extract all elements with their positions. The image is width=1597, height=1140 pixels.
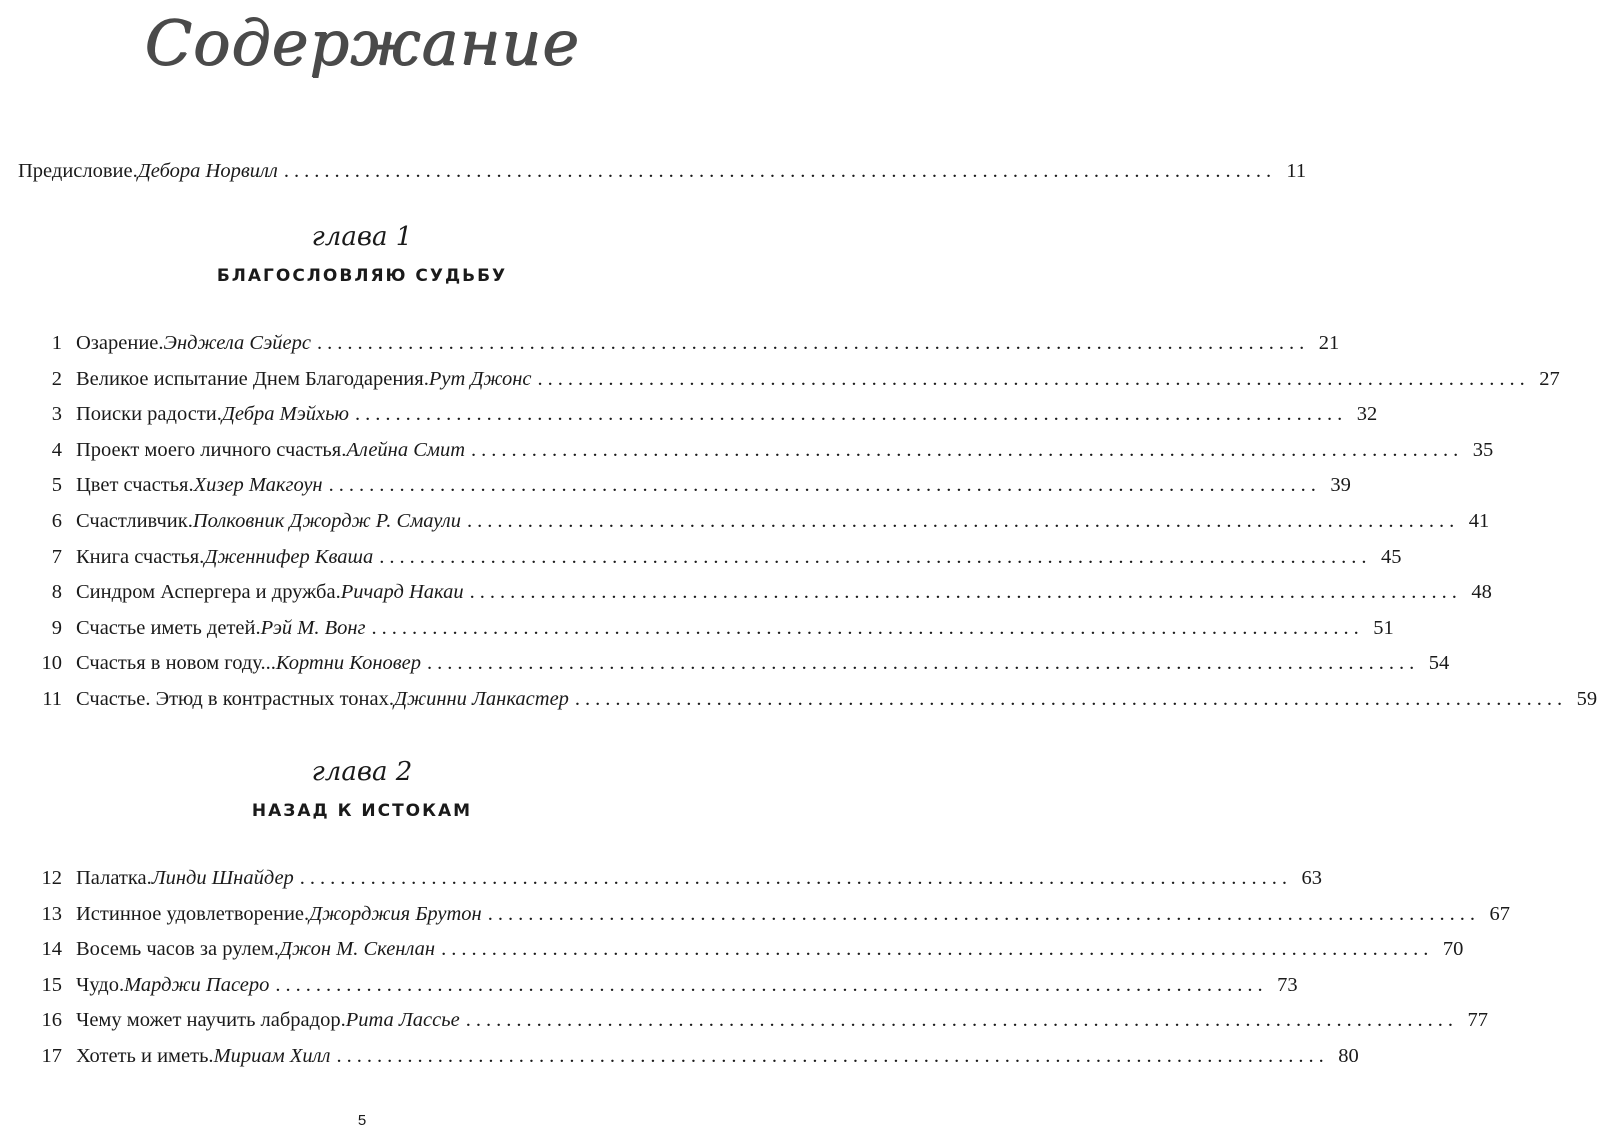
dot-leader: .................................................................................................. bbox=[299, 867, 1293, 889]
entry-number: 2 bbox=[51, 367, 62, 390]
entry-title: Чудо. bbox=[76, 973, 125, 996]
entry-number: 14 bbox=[41, 938, 62, 961]
entry-title: Хотеть и иметь. bbox=[76, 1045, 214, 1067]
dot-leader: .................................................................................................. bbox=[441, 938, 1434, 961]
page-number: 5 bbox=[357, 1112, 367, 1129]
toc-entry[interactable] bbox=[18, 434, 1494, 466]
entry-number: 5 bbox=[51, 474, 62, 497]
dot-leader: .................................................................................................. bbox=[328, 474, 1321, 497]
entry-page: 80 bbox=[1338, 1045, 1359, 1067]
entry-number: 3 bbox=[51, 403, 62, 426]
entry-author: Джорджия Брутон bbox=[309, 902, 482, 925]
entry-number: 16 bbox=[41, 1009, 62, 1032]
dot-leader: .................................................................................................. bbox=[471, 438, 1464, 461]
dot-leader: .................................................................................................. bbox=[283, 160, 1277, 182]
entry-number: 6 bbox=[51, 510, 62, 532]
entry-author: Линди Шнайдер bbox=[151, 867, 294, 889]
toc-entry[interactable] bbox=[18, 1004, 1488, 1036]
dot-leader: .................................................................................................. bbox=[467, 510, 1460, 532]
entry-number: 4 bbox=[51, 438, 62, 461]
toc-entry[interactable] bbox=[18, 469, 1351, 501]
dot-leader: .................................................................................................. bbox=[336, 1045, 1329, 1067]
entry-author: Алейна Смит bbox=[346, 438, 466, 461]
entry-number: 12 bbox=[41, 867, 62, 889]
entry-author: Марджи Пасеро bbox=[124, 973, 270, 996]
dot-leader: .................................................................................................. bbox=[465, 1009, 1458, 1032]
entry-author: Энджела Сэйерс bbox=[163, 332, 311, 354]
entry-title: Счастья в новом году... bbox=[76, 652, 276, 675]
toc-entry[interactable] bbox=[18, 647, 1450, 679]
toc-entry[interactable] bbox=[18, 969, 1298, 1001]
entry-page: 21 bbox=[1318, 332, 1340, 354]
chapter-label: глава 1 bbox=[311, 222, 413, 252]
toc-entry[interactable] bbox=[18, 505, 1490, 537]
entry-title: Великое испытание Днем Благодарения. bbox=[76, 367, 429, 390]
entry-number: 7 bbox=[51, 545, 62, 568]
entry-author: Мириам Хилл bbox=[213, 1045, 331, 1067]
entry-number: 17 bbox=[41, 1045, 62, 1067]
entry-author: Джинни Ланкастер bbox=[393, 688, 569, 710]
toc-entry[interactable] bbox=[18, 612, 1394, 644]
entry-title: Чему может научить лабрадор. bbox=[76, 1009, 346, 1032]
chapter-name: БЛАГОСЛОВЛЯЮ СУДЬБУ bbox=[216, 266, 508, 286]
toc-entry[interactable] bbox=[18, 933, 1464, 965]
entry-title: Поиски радости. bbox=[76, 403, 222, 426]
entry-number: 13 bbox=[41, 902, 62, 925]
entry-page: 27 bbox=[1539, 367, 1560, 390]
page-title: Содержание bbox=[144, 6, 580, 79]
entry-author: Рут Джонс bbox=[428, 367, 532, 390]
entry-title: Проект моего личного счастья. bbox=[76, 438, 347, 461]
toc-entry[interactable] bbox=[18, 363, 1560, 395]
toc-entry[interactable] bbox=[18, 1040, 1359, 1072]
entry-author: Дженнифер Кваша bbox=[204, 545, 374, 568]
entry-number: 15 bbox=[41, 973, 62, 996]
entry-page: 45 bbox=[1380, 545, 1402, 568]
entry-title: Счастье иметь детей. bbox=[76, 616, 261, 639]
entry-title: Предисловие. bbox=[18, 160, 138, 182]
toc-entry[interactable] bbox=[18, 862, 1323, 894]
entry-title: Счастье. Этюд в контрастных тонах. bbox=[76, 688, 394, 710]
toc-entry-preface[interactable] bbox=[18, 155, 1307, 187]
toc-entry[interactable] bbox=[18, 683, 1597, 715]
entry-page: 35 bbox=[1472, 438, 1494, 461]
dot-leader: .................................................................................................. bbox=[537, 367, 1530, 390]
entry-title: Восемь часов за рулем. bbox=[76, 938, 279, 961]
toc-entry[interactable] bbox=[18, 541, 1402, 573]
entry-author: Ричард Накаи bbox=[340, 581, 464, 604]
entry-page: 59 bbox=[1576, 688, 1597, 710]
entry-title: Синдром Аспергера и дружба. bbox=[76, 581, 341, 604]
dot-leader: .................................................................................................. bbox=[354, 403, 1348, 426]
entry-number: 8 bbox=[51, 581, 62, 604]
dot-leader: .................................................................................................. bbox=[574, 688, 1568, 710]
entry-author: Дебора Норвилл bbox=[137, 160, 278, 182]
entry-page: 63 bbox=[1301, 867, 1323, 889]
entry-page: 67 bbox=[1489, 902, 1510, 925]
entry-title: Озарение. bbox=[76, 332, 164, 354]
entry-page: 39 bbox=[1330, 474, 1351, 497]
dot-leader: .................................................................................................. bbox=[316, 332, 1310, 354]
toc-entry[interactable] bbox=[18, 898, 1510, 930]
entry-page: 11 bbox=[1286, 160, 1307, 182]
entry-page: 51 bbox=[1373, 616, 1394, 639]
entry-page: 77 bbox=[1467, 1009, 1488, 1032]
entry-author: Дебра Мэйхью bbox=[221, 403, 349, 426]
dot-leader: .................................................................................................. bbox=[371, 616, 1364, 639]
toc-entry[interactable] bbox=[18, 327, 1340, 359]
entry-title: Палатка. bbox=[76, 867, 152, 889]
toc-entry[interactable] bbox=[18, 398, 1378, 430]
entry-author: Кортни Коновер bbox=[275, 652, 422, 675]
entry-author: Джон М. Скенлан bbox=[278, 938, 436, 961]
entry-title: Цвет счастья. bbox=[76, 474, 194, 497]
toc-entry[interactable] bbox=[18, 576, 1492, 608]
chapter-name: НАЗАД К ИСТОКАМ bbox=[251, 801, 473, 821]
entry-page: 73 bbox=[1277, 973, 1298, 996]
dot-leader: .................................................................................................. bbox=[427, 652, 1420, 675]
entry-author: Хизер Макгоун bbox=[193, 474, 323, 497]
entry-author: Рэй М. Вонг bbox=[260, 616, 366, 639]
entry-title: Книга счастья. bbox=[76, 545, 205, 568]
chapter-label: глава 2 bbox=[311, 757, 413, 787]
entry-title: Истинное удовлетворение. bbox=[76, 902, 310, 925]
entry-number: 11 bbox=[42, 688, 62, 710]
entry-author: Рита Лассье bbox=[345, 1009, 460, 1032]
dot-leader: .................................................................................................. bbox=[379, 545, 1372, 568]
entry-page: 54 bbox=[1428, 652, 1450, 675]
dot-leader: .................................................................................................. bbox=[275, 973, 1268, 996]
dot-leader: .................................................................................................. bbox=[469, 581, 1462, 604]
entry-title: Счастливчик. bbox=[76, 510, 193, 532]
entry-page: 32 bbox=[1356, 403, 1378, 426]
entry-number: 10 bbox=[41, 652, 62, 675]
entry-author: Полковник Джордж Р. Смаули bbox=[192, 510, 461, 532]
entry-page: 70 bbox=[1442, 938, 1464, 961]
dot-leader: .................................................................................................. bbox=[487, 902, 1480, 925]
entry-number: 1 bbox=[51, 332, 62, 354]
entry-page: 48 bbox=[1471, 581, 1492, 604]
entry-page: 41 bbox=[1468, 510, 1490, 532]
entry-number: 9 bbox=[51, 616, 62, 639]
